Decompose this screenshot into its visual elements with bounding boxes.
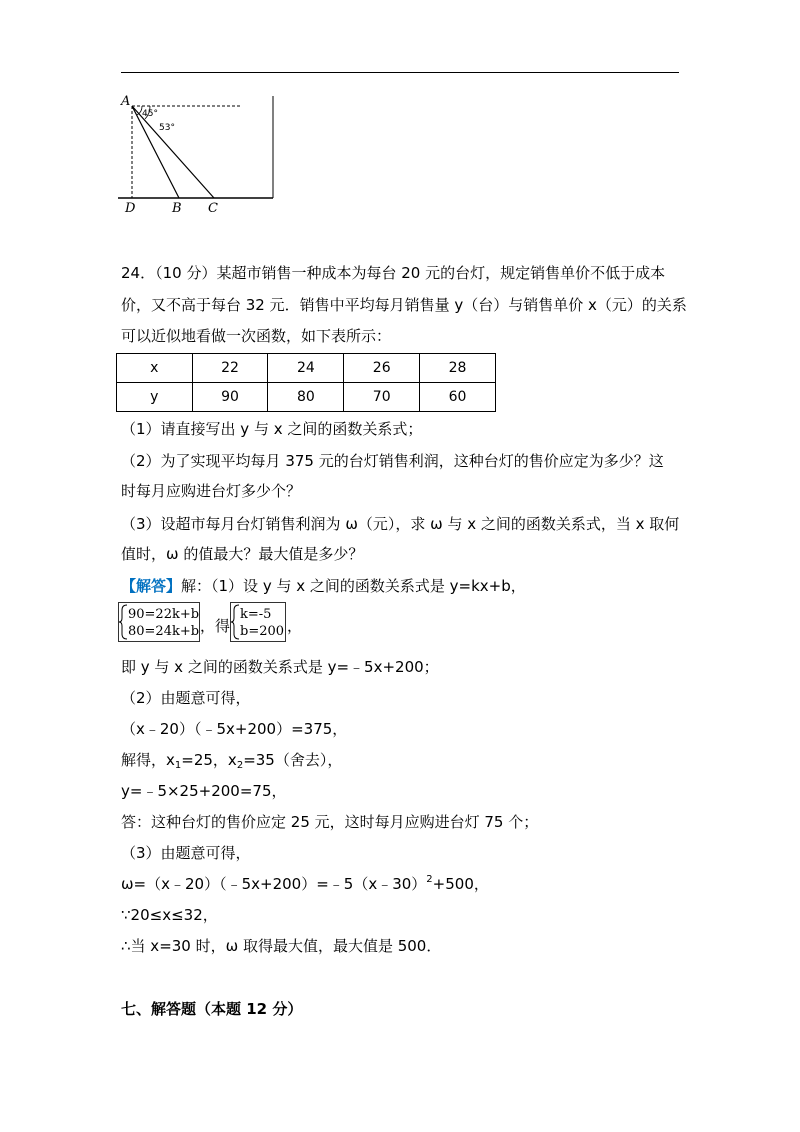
solution-tag: 【解答】 bbox=[121, 577, 182, 595]
solution-step-10: ∴当 x=30 时，ω 取得最大值，最大值是 500． bbox=[121, 937, 442, 955]
solution-step-5: y=﹣5×25+200=75， bbox=[121, 782, 287, 800]
solution-step-1: 即 y 与 x 之间的函数关系式是 y=﹣5x+200； bbox=[121, 658, 439, 676]
table-cell: 90 bbox=[192, 383, 268, 412]
geometry-figure bbox=[118, 92, 278, 216]
solution-step-6: 答：这种台灯的售价应定 25 元，这时每月应购进台灯 75 个； bbox=[121, 813, 539, 831]
question-2-line-2: 时每月应购进台灯多少个？ bbox=[121, 482, 302, 500]
table-cell: 26 bbox=[344, 354, 420, 383]
label-C: C bbox=[208, 201, 218, 216]
question-1: （1）请直接写出 y 与 x 之间的函数关系式； bbox=[121, 420, 423, 438]
table-row bbox=[117, 383, 496, 412]
solution-step-4: 解得，$x_1=25$，$x_2=35$（舍去）， bbox=[121, 751, 343, 771]
subscript-2: 2 bbox=[236, 760, 244, 771]
equation-system-2 bbox=[230, 602, 286, 642]
system-1-equation-2: 80=24k+b bbox=[128, 624, 200, 639]
table-cell: 24 bbox=[268, 354, 344, 383]
solution-step-7: （3）由题意可得， bbox=[121, 844, 251, 862]
solution-intro: 解：（1）设 y 与 x 之间的函数关系式是 y=kx+b， bbox=[181, 577, 526, 595]
solution-sys-end: ， bbox=[287, 617, 303, 635]
line-AC bbox=[132, 106, 214, 198]
problem-line-2: 价，又不高于每台 32 元．销售中平均每月销售量 y（台）与销售单价 x（元）的关系 bbox=[121, 296, 687, 314]
table-cell: y bbox=[117, 383, 193, 412]
system-2-equation-2: b=200 bbox=[240, 624, 285, 639]
solution-intro-line bbox=[121, 576, 526, 596]
data-table bbox=[116, 353, 496, 412]
question-2-line-1: （2）为了实现平均每月 375 元的台灯销售利润，这种台灯的售价应定为多少？这 bbox=[121, 452, 664, 470]
section-title: 七、解答题（本题 12 分） bbox=[121, 1000, 303, 1018]
header-rule bbox=[121, 72, 679, 73]
label-B: B bbox=[172, 201, 182, 216]
angle-label-53: 53° bbox=[159, 123, 175, 133]
label-D: D bbox=[125, 201, 136, 216]
solution-step-9: ∵20≤x≤32， bbox=[121, 906, 218, 924]
solution-step-3: （x﹣20）（﹣5x+200）=375， bbox=[121, 720, 348, 738]
angle-label-45: 45° bbox=[142, 109, 158, 119]
table-cell: 80 bbox=[268, 383, 344, 412]
equation-system-1 bbox=[118, 602, 200, 642]
table-cell: 28 bbox=[420, 354, 496, 383]
label-A: A bbox=[121, 94, 131, 109]
table-cell: 22 bbox=[192, 354, 268, 383]
table-cell: 60 bbox=[420, 383, 496, 412]
system-2-equation-1: k=-5 bbox=[240, 607, 272, 622]
solution-step-2: （2）由题意可得， bbox=[121, 689, 251, 707]
question-3-line-2: 值时，ω 的值最大？最大值是多少？ bbox=[121, 545, 364, 563]
system-1-equation-1: 90=22k+b bbox=[128, 607, 200, 622]
table-cell: x bbox=[117, 354, 193, 383]
superscript-2: 2 bbox=[426, 874, 433, 885]
problem-line-3: 可以近似地看做一次函数，如下表所示： bbox=[121, 327, 392, 345]
table-cell: 70 bbox=[344, 383, 420, 412]
table-row bbox=[117, 354, 496, 383]
solution-de: ，得 bbox=[200, 617, 231, 635]
solution-step-8: ω=（x﹣20）（﹣5x+200）=﹣5（x﹣30）$^2$+500， bbox=[121, 874, 489, 893]
problem-line-1: 24．（10 分）某超市销售一种成本为每台 20 元的台灯，规定销售单价不低于成本 bbox=[121, 264, 666, 282]
line-AB bbox=[132, 106, 179, 198]
geometry-diagram bbox=[118, 92, 278, 216]
subscript-1: 1 bbox=[174, 760, 182, 771]
question-3-line-1: （3）设超市每月台灯销售利润为 ω（元），求 ω 与 x 之间的函数关系式，当 x 取何 bbox=[121, 515, 680, 533]
